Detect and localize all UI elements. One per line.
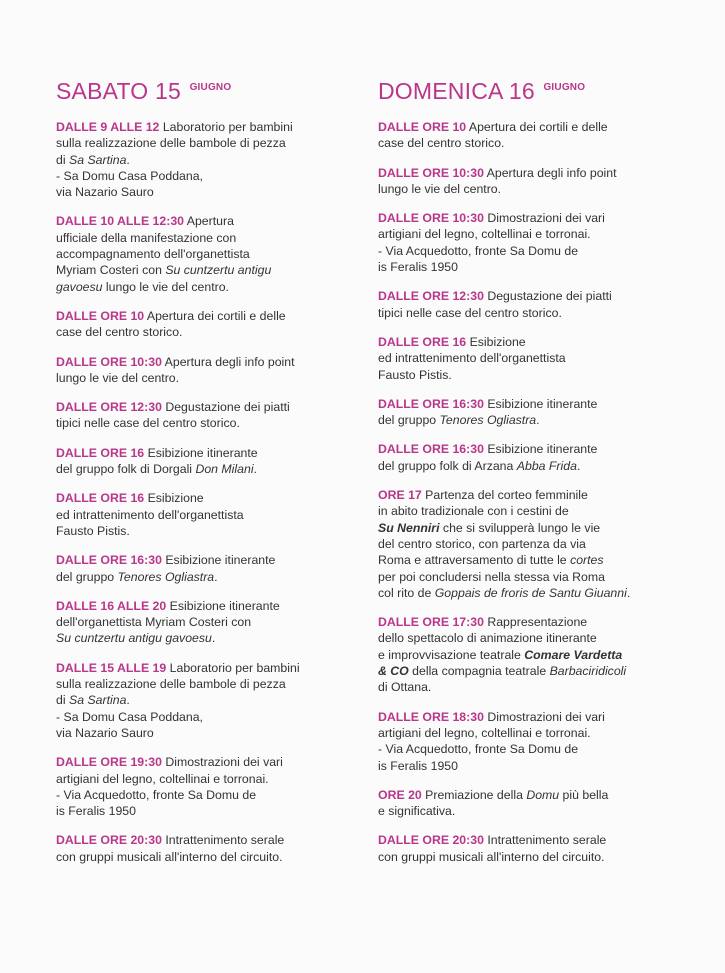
event-text: - Via Acquedotto, fronte Sa Domu de bbox=[378, 243, 579, 258]
schedule-entry bbox=[56, 213, 356, 294]
event-text: Esibizione bbox=[144, 491, 204, 506]
entry-line bbox=[378, 803, 688, 819]
schedule-entry bbox=[56, 552, 356, 585]
event-text: in abito tradizionale con i cestini de bbox=[378, 504, 569, 519]
emphasized-text: Comare Vardetta bbox=[524, 647, 623, 662]
entry-line bbox=[378, 614, 688, 630]
schedule-entry bbox=[378, 487, 688, 601]
entry-line bbox=[378, 305, 688, 321]
event-text: Degustazione dei piatti bbox=[483, 289, 612, 304]
entry-line bbox=[56, 415, 356, 431]
entry-line bbox=[56, 308, 356, 324]
entry-line bbox=[378, 536, 688, 552]
event-text: Fausto Pistis. bbox=[378, 367, 452, 382]
event-text: Esibizione itinerante bbox=[166, 598, 280, 613]
emphasized-text: Su cuntzertu antigu bbox=[165, 263, 272, 278]
entry-line bbox=[56, 709, 356, 725]
event-text: Esibizione itinerante bbox=[483, 442, 598, 457]
event-time: DALLE 16 ALLE 20 bbox=[56, 598, 167, 613]
event-time: ORE 17 bbox=[378, 488, 422, 503]
emphasized-text: Su cuntzertu antigu gavoesu bbox=[56, 631, 212, 646]
event-time: DALLE ORE 10 bbox=[378, 120, 467, 134]
event-text: artigiani del legno, coltellinai e torronai. bbox=[378, 227, 591, 242]
emphasized-text: Barbaciridicoli bbox=[549, 664, 627, 679]
entry-line bbox=[56, 803, 356, 819]
event-text: is Feralis 1950 bbox=[378, 260, 458, 275]
entry-line bbox=[378, 487, 688, 503]
entry-line bbox=[56, 399, 356, 415]
event-time: DALLE ORE 16:30 bbox=[378, 396, 484, 411]
saturday-heading bbox=[56, 78, 356, 105]
event-text: dell'organettista Myriam Costeri con bbox=[56, 615, 252, 630]
event-text: Roma e attraversamento di tutte le bbox=[378, 553, 571, 568]
schedule-entry bbox=[378, 119, 688, 152]
entry-line bbox=[56, 168, 356, 184]
event-text: Degustazione dei piatti bbox=[161, 400, 290, 415]
entry-line bbox=[56, 692, 356, 708]
entry-line bbox=[56, 552, 356, 568]
event-time: DALLE ORE 12:30 bbox=[56, 400, 162, 415]
sunday-column bbox=[378, 78, 688, 878]
emphasized-text: Sa Sartina bbox=[69, 693, 127, 708]
entry-line bbox=[378, 396, 688, 412]
event-text: is Feralis 1950 bbox=[56, 804, 136, 819]
event-text: . bbox=[211, 631, 216, 646]
schedule-entry bbox=[56, 754, 356, 819]
schedule-entry bbox=[378, 396, 688, 429]
schedule-entry bbox=[56, 399, 356, 432]
emphasized-text: Goppais de froris de Santu Giuanni bbox=[434, 585, 627, 600]
event-time: DALLE ORE 10:30 bbox=[378, 165, 484, 180]
sunday-month: GIUGNO bbox=[543, 82, 586, 93]
event-text: lungo le vie del centro. bbox=[102, 279, 229, 294]
entry-line bbox=[378, 243, 688, 259]
event-text: Premiazione della bbox=[421, 787, 527, 802]
event-text: Partenza del corteo femminile bbox=[421, 488, 588, 503]
entry-line bbox=[56, 849, 356, 865]
schedule-entry bbox=[56, 490, 356, 539]
emphasized-text: Don Milani bbox=[195, 462, 254, 477]
schedule-entry bbox=[56, 119, 356, 200]
entry-line bbox=[56, 614, 356, 630]
entry-line bbox=[378, 119, 688, 135]
schedule-entry bbox=[378, 165, 688, 198]
schedule-entry bbox=[378, 334, 688, 383]
event-time: DALLE ORE 12:30 bbox=[378, 289, 484, 304]
schedule-entry bbox=[56, 832, 356, 865]
schedule-entry bbox=[56, 445, 356, 478]
event-text: del gruppo bbox=[56, 569, 118, 584]
saturday-day: SABATO 15 bbox=[56, 78, 181, 104]
entry-line bbox=[378, 630, 688, 646]
event-text: Esibizione itinerante bbox=[144, 445, 258, 460]
event-text: più bella bbox=[559, 787, 609, 802]
emphasized-text: Abba Frida bbox=[516, 458, 577, 473]
schedule-entry bbox=[56, 308, 356, 341]
entry-line bbox=[56, 354, 356, 370]
entry-line bbox=[378, 210, 688, 226]
sunday-heading bbox=[378, 78, 688, 105]
event-text: di bbox=[56, 152, 69, 167]
entry-line bbox=[378, 441, 688, 457]
event-time: DALLE 10 ALLE 12:30 bbox=[56, 214, 185, 229]
emphasized-text: Domu bbox=[526, 787, 560, 802]
event-text: tipici nelle case del centro storico. bbox=[378, 305, 562, 320]
entry-line bbox=[56, 230, 356, 246]
event-text: che si svilupperà lungo le vie bbox=[439, 520, 601, 535]
event-time: DALLE ORE 20:30 bbox=[378, 833, 484, 848]
event-text: Apertura dei cortili e delle bbox=[144, 308, 286, 323]
event-text: Apertura degli info point bbox=[483, 165, 617, 180]
event-text: Intrattenimento serale bbox=[161, 833, 285, 848]
schedule-entry bbox=[378, 787, 688, 820]
event-time: DALLE ORE 10 bbox=[56, 308, 145, 323]
event-text: per poi concludersi nella stessa via Roma bbox=[378, 569, 605, 584]
schedule-entry bbox=[378, 210, 688, 275]
event-text: Laboratorio per bambini bbox=[159, 120, 293, 134]
entry-line bbox=[378, 288, 688, 304]
sunday-schedule bbox=[378, 119, 688, 865]
entry-line bbox=[378, 663, 688, 679]
event-text: via Nazario Sauro bbox=[56, 185, 154, 200]
entry-line bbox=[378, 165, 688, 181]
entry-line bbox=[56, 725, 356, 741]
schedule-entry bbox=[56, 354, 356, 387]
entry-line bbox=[56, 832, 356, 848]
event-text: con gruppi musicali all'interno del circuito. bbox=[378, 849, 605, 864]
emphasized-text: Tenores Ogliastra bbox=[439, 413, 537, 428]
entry-line bbox=[56, 246, 356, 262]
entry-line bbox=[378, 412, 688, 428]
event-text: sulla realizzazione delle bambole di pezza bbox=[56, 136, 286, 151]
event-time: DALLE ORE 10:30 bbox=[56, 354, 162, 369]
entry-line bbox=[56, 262, 356, 278]
event-text: - Via Acquedotto, fronte Sa Domu de bbox=[378, 742, 579, 757]
emphasized-text: Sa Sartina bbox=[69, 152, 127, 167]
emphasized-text: Tenores Ogliastra bbox=[117, 569, 215, 584]
emphasized-text: cortes bbox=[570, 553, 604, 568]
entry-line bbox=[56, 490, 356, 506]
event-time: DALLE ORE 16:30 bbox=[378, 442, 484, 457]
entry-line bbox=[378, 367, 688, 383]
event-time: DALLE ORE 16 bbox=[56, 445, 145, 460]
event-text: della compagnia teatrale bbox=[408, 664, 550, 679]
event-text: . bbox=[626, 585, 631, 600]
entry-line bbox=[378, 725, 688, 741]
event-text: . bbox=[536, 413, 540, 428]
event-text: Rappresentazione bbox=[483, 615, 588, 630]
event-text: Esibizione bbox=[466, 334, 526, 349]
sunday-day: DOMENICA 16 bbox=[378, 78, 535, 104]
event-time: DALLE ORE 10:30 bbox=[378, 211, 484, 226]
event-text: case del centro storico. bbox=[378, 136, 505, 151]
saturday-schedule bbox=[56, 119, 356, 865]
event-text: Intrattenimento serale bbox=[483, 833, 607, 848]
entry-line bbox=[378, 569, 688, 585]
schedule-entry bbox=[378, 709, 688, 774]
event-text: - Via Acquedotto, fronte Sa Domu de bbox=[56, 787, 257, 802]
entry-line bbox=[56, 445, 356, 461]
event-text: del centro storico, con partenza da via bbox=[378, 536, 586, 551]
event-text: Dimostrazioni dei vari bbox=[483, 211, 605, 226]
event-time: DALLE ORE 20:30 bbox=[56, 833, 162, 848]
entry-line bbox=[378, 135, 688, 151]
event-time: DALLE ORE 16:30 bbox=[56, 553, 162, 568]
event-text: di Ottana. bbox=[378, 680, 432, 695]
entry-line bbox=[56, 507, 356, 523]
entry-line bbox=[378, 520, 688, 536]
entry-line bbox=[378, 832, 688, 848]
event-time: DALLE ORE 16 bbox=[378, 334, 467, 349]
schedule-entry bbox=[378, 441, 688, 474]
event-text: lungo le vie del centro. bbox=[56, 370, 180, 385]
event-time: DALLE ORE 18:30 bbox=[378, 709, 484, 724]
event-text: Laboratorio per bambini bbox=[166, 660, 300, 675]
event-time: DALLE ORE 16 bbox=[56, 491, 145, 506]
entry-line bbox=[56, 754, 356, 770]
event-time: DALLE 9 ALLE 12 bbox=[56, 120, 160, 134]
event-text: case del centro storico. bbox=[56, 325, 183, 340]
event-text: is Feralis 1950 bbox=[378, 758, 458, 773]
entry-line bbox=[378, 787, 688, 803]
event-text: artigiani del legno, coltellinai e torronai. bbox=[56, 771, 269, 786]
event-time: DALLE 15 ALLE 19 bbox=[56, 660, 167, 675]
schedule-entry bbox=[378, 832, 688, 865]
event-text: - Sa Domu Casa Poddana, bbox=[56, 709, 203, 724]
entry-line bbox=[56, 660, 356, 676]
saturday-month: GIUGNO bbox=[189, 82, 232, 93]
entry-line bbox=[56, 279, 356, 295]
event-text: ed intrattenimento dell'organettista bbox=[378, 351, 566, 366]
entry-line bbox=[56, 152, 356, 168]
event-text: . bbox=[576, 458, 581, 473]
entry-line bbox=[56, 370, 356, 386]
entry-line bbox=[378, 181, 688, 197]
entry-line bbox=[56, 787, 356, 803]
entry-line bbox=[378, 585, 688, 601]
entry-line bbox=[56, 324, 356, 340]
event-text: e improvvisazione teatrale bbox=[378, 647, 525, 662]
entry-line bbox=[378, 709, 688, 725]
entry-line bbox=[56, 771, 356, 787]
schedule-entry bbox=[56, 598, 356, 647]
event-text: con gruppi musicali all'interno del circuito. bbox=[56, 849, 283, 864]
event-text: di bbox=[56, 693, 69, 708]
entry-line bbox=[56, 213, 356, 229]
event-text: . bbox=[126, 693, 130, 708]
event-text: Fausto Pistis. bbox=[56, 523, 130, 538]
saturday-column bbox=[56, 78, 356, 878]
emphasized-text: & CO bbox=[378, 664, 409, 679]
event-text: Dimostrazioni dei vari bbox=[161, 755, 283, 770]
emphasized-text: Su Nenniri bbox=[378, 520, 440, 535]
schedule-entry bbox=[378, 614, 688, 695]
entry-line bbox=[378, 503, 688, 519]
entry-line bbox=[378, 350, 688, 366]
event-text: Apertura dei cortili e delle bbox=[466, 120, 608, 134]
event-text: Esibizione itinerante bbox=[161, 553, 276, 568]
event-text: del gruppo folk di Dorgali bbox=[56, 462, 196, 477]
entry-line bbox=[378, 552, 688, 568]
entry-line bbox=[378, 679, 688, 695]
event-time: ORE 20 bbox=[378, 787, 422, 802]
event-text: e significativa. bbox=[378, 804, 456, 819]
entry-line bbox=[56, 569, 356, 585]
schedule-entry bbox=[378, 288, 688, 321]
event-text: . bbox=[214, 569, 218, 584]
entry-line bbox=[378, 758, 688, 774]
event-text: . bbox=[126, 152, 130, 167]
event-text: tipici nelle case del centro storico. bbox=[56, 416, 240, 431]
entry-line bbox=[56, 119, 356, 135]
event-text: - Sa Domu Casa Poddana, bbox=[56, 168, 203, 183]
event-text: Esibizione itinerante bbox=[483, 396, 598, 411]
event-text: accompagnamento dell'organettista bbox=[56, 247, 250, 262]
event-text: dello spettacolo di animazione itinerante bbox=[378, 631, 597, 646]
event-text: Apertura bbox=[184, 214, 234, 229]
event-text: ed intrattenimento dell'organettista bbox=[56, 507, 244, 522]
entry-line bbox=[56, 598, 356, 614]
entry-line bbox=[56, 135, 356, 151]
event-text: Apertura degli info point bbox=[161, 354, 295, 369]
entry-line bbox=[56, 630, 356, 646]
entry-line bbox=[378, 334, 688, 350]
event-text: . bbox=[253, 462, 257, 477]
entry-line bbox=[56, 523, 356, 539]
entry-line bbox=[56, 461, 356, 477]
event-text: Dimostrazioni dei vari bbox=[483, 709, 605, 724]
event-text: col rito de bbox=[378, 585, 435, 600]
event-text: artigiani del legno, coltellinai e torronai. bbox=[378, 725, 591, 740]
entry-line bbox=[378, 849, 688, 865]
event-text: del gruppo folk di Arzana bbox=[378, 458, 517, 473]
schedule-entry bbox=[56, 660, 356, 741]
event-text: sulla realizzazione delle bambole di pezza bbox=[56, 677, 286, 692]
event-time: DALLE ORE 19:30 bbox=[56, 755, 162, 770]
event-time: DALLE ORE 17:30 bbox=[378, 615, 484, 630]
entry-line bbox=[378, 226, 688, 242]
entry-line bbox=[378, 741, 688, 757]
event-text: ufficiale della manifestazione con bbox=[56, 230, 237, 245]
entry-line bbox=[378, 458, 688, 474]
event-text: del gruppo bbox=[378, 413, 440, 428]
entry-line bbox=[56, 184, 356, 200]
entry-line bbox=[378, 259, 688, 275]
emphasized-text: gavoesu bbox=[56, 279, 103, 294]
entry-line bbox=[378, 647, 688, 663]
event-text: Myriam Costeri con bbox=[56, 263, 166, 278]
event-text: lungo le vie del centro. bbox=[378, 181, 502, 196]
entry-line bbox=[56, 676, 356, 692]
event-text: via Nazario Sauro bbox=[56, 725, 154, 740]
